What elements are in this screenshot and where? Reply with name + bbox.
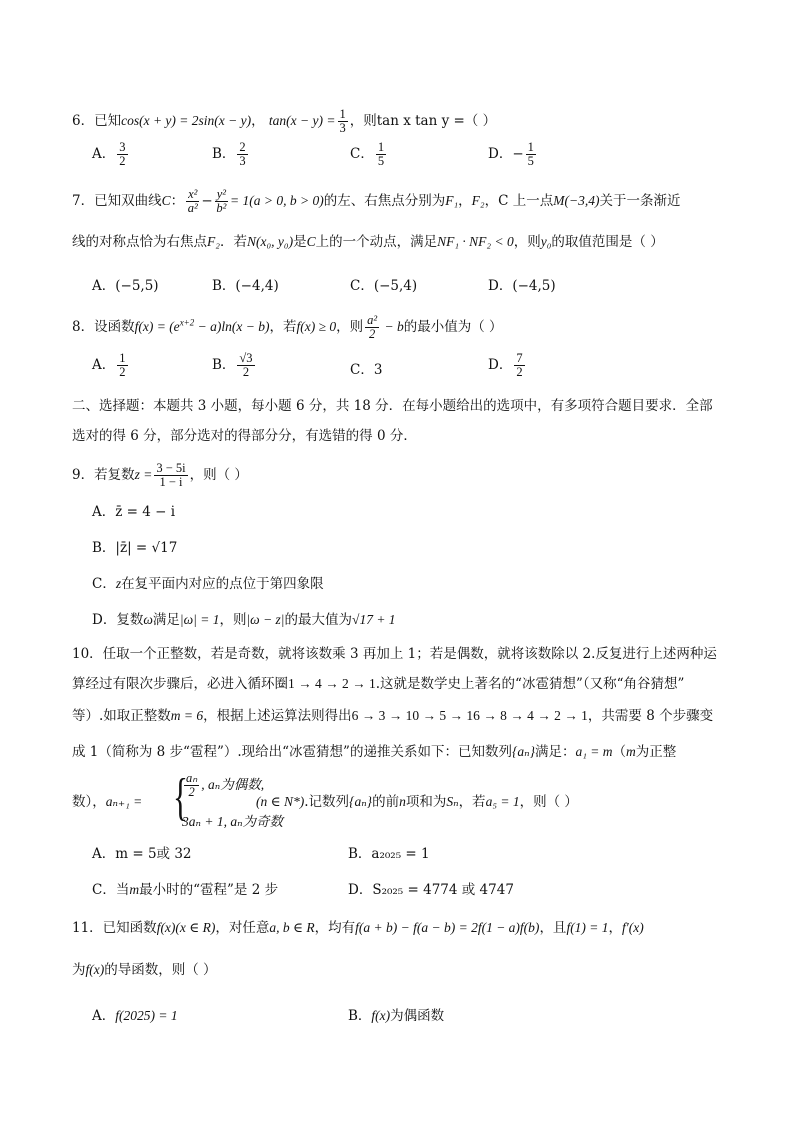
q8-option-d: D． $\frac{7}{2}$ [488,351,523,380]
q10-stem-line5-tail: (n ∈ N*).记数列{aₙ}的前n项和为Sₙ，若a₅ = 1，则（ ） [256,794,578,810]
q10-stem-line4: 成 1（简称为 8 步“雹程”）.现给出“冰雹猜想”的递推关系如下：已知数列{aₙ}满足：a₁ = m（m为正整 [72,744,677,760]
q11-stem-line1: 11．已知函数f(x)(x ∈ R)，对任意a, b ∈ R，均有f(a + b) − f(a − b) = 2f(1 − a)f(b)，且f(1) = 1，f′(x) [72,920,644,936]
q10-option-a: A．m = 5或 32 [92,846,192,862]
q9-stem: 9．若复数z = $\frac{3 - 5i}{1 - i}$ ，则（ ） [72,461,248,490]
q7-option-c: C．(−5,4) [350,278,418,294]
q6-option-c: C． $\frac{1}{5}$ [350,140,385,169]
q7-option-b: B．(−4,4) [212,278,279,294]
q6-stem: 6．已知cos(x + y) = 2sin(x − y)， tan(x − y) = $\frac{1}{3}$ ，则tan x tan y =（ ） [72,107,497,136]
section-2-heading-line1: 二、选择题：本题共 3 小题，每小题 6 分，共 18 分．在每小题给出的选项中，有多项符合题目要求．全部 [72,398,713,414]
q10-stem-line5-lead: 数），aₙ₊₁ = [72,794,143,810]
section-2-heading-line2: 选对的得 6 分，部分选对的得部分分，有选错的得 0 分． [72,428,417,444]
q11-stem-line2: 为f(x)的导函数，则（ ） [72,962,217,978]
q10-case-odd: 3aₙ + 1, aₙ为奇数 [182,814,284,829]
q9-option-d: D．复数ω满足|ω| = 1，则|ω − z|的最大值为√17 + 1 [92,612,396,628]
q7-option-a: A．(−5,5) [92,278,159,294]
q6-option-b: B． $\frac{2}{3}$ [212,140,246,169]
q7-stem-line1: 7．已知双曲线C： $\frac{\text{x²}}{\text{a²}}$ − $\frac{\text{y²}}{\text{b²}}$ = 1(a > 0, b > 0)的左、右焦点分别为F₁，F₂，C 上一点M(−3,4)关于一条渐近 [72,187,681,216]
q10-option-b: B．a₂₀₂₅ = 1 [348,846,430,862]
q7-stem-line2: 线的对称点恰为右焦点F₂．若N(x₀, y₀)是C上的一个动点，满足NF₁ · NF₂ < 0，则y₀的取值范围是（ ） [72,234,664,250]
q10-stem-line2: 算经过有限次步骤后，必进入循环圈1 → 4 → 2 → 1.这就是数学史上著名的“冰雹猜想”（又称“角谷猜想” [72,676,685,692]
q10-case-even: $\frac{\text{aₙ}}{2}$ , aₙ为偶数, [186,771,265,800]
q6-option-a: A． $\frac{3}{2}$ [92,140,126,169]
q8-option-b: B． $\frac{√3}{2}$ [212,351,253,380]
q10-piecewise-brace: { [172,769,188,826]
q6-option-d: D．− $\frac{1}{5}$ [488,140,534,169]
q10-option-d: D．S₂₀₂₅ = 4774 或 4747 [348,882,514,898]
q11-option-b: B．f(x)为偶函数 [348,1008,445,1024]
q10-option-c: C．当m最小时的“雹程”是 2 步 [92,882,279,898]
q9-option-a: A．z̄ = 4 − i [92,504,176,520]
q11-option-a: A．f(2025) = 1 [92,1008,178,1024]
q8-stem: 8．设函数$f(x) = (e^{x+2} - a)\ln(x - b)$，若f(x) ≥ 0，则 $\frac{\text{a²}}{2}$ − b的最小值为（ ） [72,313,503,342]
q9-option-c: C．z在复平面内对应的点位于第四象限 [92,576,324,592]
q7-option-d: D．(−4,5) [488,278,556,294]
q10-stem-line1: 10．任取一个正整数，若是奇数，就将该数乘 3 再加上 1；若是偶数，就将该数除以 2.反复进行上述两种运 [72,646,717,662]
q8-option-a: A． $\frac{1}{2}$ [92,351,126,380]
q9-option-b: B．|z̄| = √17 [92,540,178,556]
q10-stem-line3: 等）.如取正整数m = 6，根据上述运算法则得出6 → 3 → 10 → 5 → 16 → 8 → 4 → 2 → 1，共需要 8 个步骤变 [72,708,714,724]
q8-option-c: C．3 [350,362,383,378]
